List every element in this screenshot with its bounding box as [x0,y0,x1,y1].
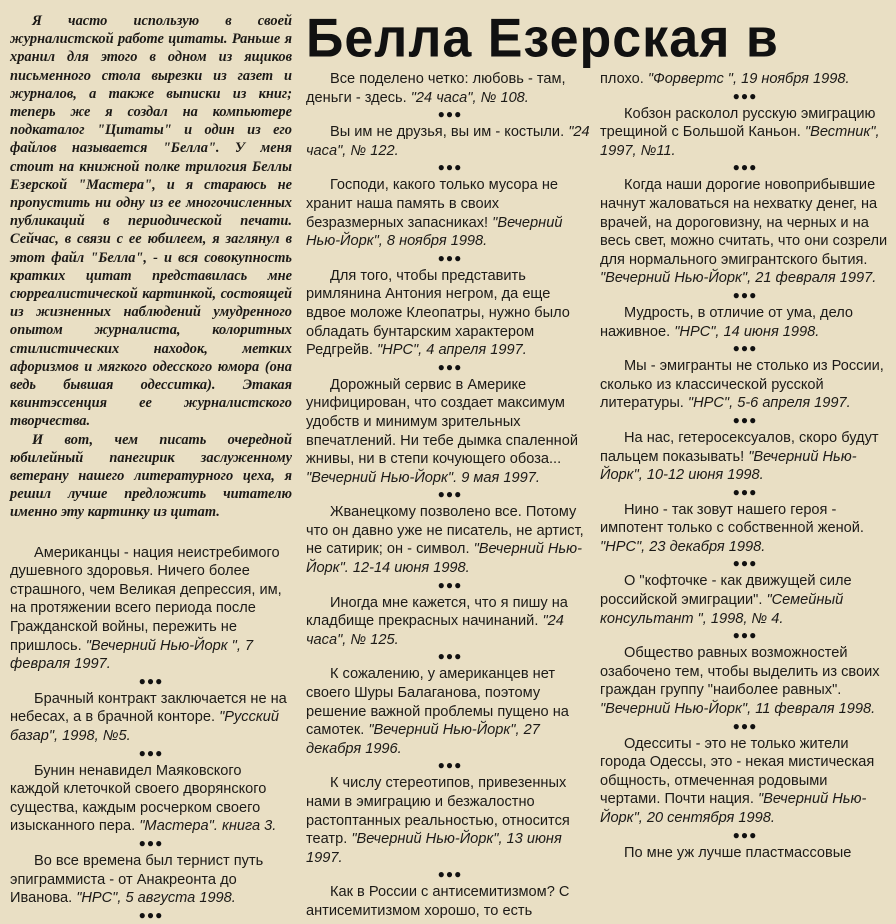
bullet-separator: ●●● [732,88,758,103]
quote-source: "24 часа", № 122. [306,124,590,159]
quote-item [600,357,890,413]
bullet-separator: ●●● [437,649,463,664]
quote-item [600,735,890,828]
quote-text: Во все времена был тернист путь эпиграммиста - от Анакреонта до Иванова. [10,853,264,907]
quote-source: "Русский базар", 1998, №5. [10,709,280,745]
quote-item [10,690,292,746]
quote-item [306,883,594,920]
bullet-separator: ●●● [732,412,758,427]
quote-source: "НРС", 14 июня 1998. [674,323,820,340]
quote-text: Иногда мне кажется, что я пишу на кладбище прекрасных начинаний. [306,594,568,630]
headline: Белла Езерская в [306,8,779,69]
bullet-separator: ●●● [138,907,164,922]
quote-source: "Вечерний Нью-Йорк". 12-14 июня 1998. [306,541,582,577]
quote-source: "Вечерний Нью-Йорк", 10-12 июня 1998. [600,448,857,484]
quote-text: Мы - эмигранты не столько из России, сколько из классической русской литературы. [600,358,884,412]
quote-source: "НРС", 23 декабря 1998. [600,538,766,555]
quote-source: "Вечерний Нью-Йорк", 20 сентября 1998. [600,791,867,826]
column-1 [10,0,292,924]
quote-item [600,644,890,718]
quote-item [306,376,594,488]
quote-text: Кобзон расколол русскую эмиграцию трещиной с Большой Каньон. [600,105,876,141]
bullet-separator: ●●● [732,827,758,842]
quote-item [306,123,594,160]
bullet-separator: ●●● [437,487,463,502]
quote-text: Американцы - нация неистребимого душевного здоровья. Ничего более страшного, чем Великая депрессия, им, на протяжении всего периода после Гражданской войны, пережить не пришлось. [10,544,282,654]
quote-text: Одесситы - это не только жители города Одессы, это - некая мистическая общность, отмеченная родовыми чертами. Почти нация. [600,735,875,808]
quote-item [600,304,890,341]
quote-item [306,503,594,577]
bullet-separator: ●●● [138,836,164,850]
quote-list [306,70,594,921]
quote-source: "Вечерний Нью-Йорк". 9 мая 1997. [306,469,540,486]
quote-item [600,844,890,863]
quote-text: Как в России с антисемитизмом? С антисемитизмом хорошо, то есть [306,884,570,919]
intro-paragraph: И вот, чем писать очередной юбилейный панегирик заслуженному ветерану нашего литературного цеха, я решил лучше предложить читателю именно эту картинку из цитат. [10,431,292,521]
quote-item [600,70,890,89]
bullet-separator: ●●● [437,250,463,265]
bullet-separator: ●●● [437,577,463,592]
bullet-separator: ●●● [437,160,463,175]
quote-text: Дорожный сервис в Америке унифицирован, что создает максимум удобств и минимум зрительных впечатлений. Ни тебе дымка спаленной жнивы, ни в степи кочующего обоза... [306,376,578,468]
quote-source: "Семейный консультант ", 1998, № 4. [600,592,844,627]
quote-text: По мне уж лучше пластмассовые [624,844,852,861]
quote-item [600,501,890,557]
quote-list [10,544,292,921]
quote-source: "24 часа", № 108. [410,89,529,106]
quote-text: На нас, гетеросексуалов, скоро будут пальцем показывать! [600,429,879,465]
quote-text: Нино - так зовут нашего героя - импотент только с собственной женой. [600,501,864,537]
bullet-separator: ●●● [437,758,463,773]
quote-source: "Вечерний Нью-Йорк", 11 февраля 1998. [600,701,876,718]
quote-source: "Вечерний Нью-Йорк", 13 июня 1997. [306,831,562,866]
bullet-separator: ●●● [138,673,164,688]
column-3 [600,70,890,862]
quote-text: Все поделено четко: любовь - там, деньги - здесь. [306,71,566,106]
quote-text: Общество равных возможностей озабочено тем, чтобы выделить из своих граждан группу "наиболее равных". [600,645,880,699]
quote-item [600,176,890,288]
quote-list [600,70,890,862]
quote-source: "НРС", 5 августа 1998. [76,890,236,907]
quote-text: Господи, какого только мусора не хранит наша память в своих безразмерных запасниках! [306,177,558,231]
quote-source: "Мастера". книга 3. [139,818,277,835]
quote-source: "Вечерний Нью-Йорк", 8 ноября 1998. [306,214,563,250]
quote-source: "НРС", 4 апреля 1997. [376,342,527,359]
quote-item [10,762,292,836]
bullet-separator: ●●● [732,484,758,499]
quote-item [306,594,594,650]
quote-item [306,70,594,107]
quote-item [10,852,292,908]
quote-text: О "кофточке - как движущей силе российской эмиграции". [600,573,852,609]
quote-text: Жванецкому позволено все. Потому что он давно уже не писатель, не артист, не сатирик; он - символ. [306,504,584,558]
quote-text: Брачный контракт заключается не на небесах, а в брачной конторе. [10,690,287,726]
quote-item [600,572,890,628]
quote-source: "НРС", 5-6 апреля 1997. [687,395,851,412]
quote-source: "Вечерний Нью-Йорк", 21 февраля 1997. [600,270,877,287]
quote-item [600,429,890,485]
bullet-separator: ●●● [732,556,758,571]
quote-item [10,544,292,674]
quote-item [306,774,594,867]
quote-text: Бунин ненавидел Маяковского каждой клеточкой своего дворянского существа, каждым росчерком своего изысканного пера. [10,762,267,835]
bullet-separator: ●●● [437,359,463,374]
quote-source: "Форвертс ", 19 ноября 1998. [647,71,850,87]
quote-source: "Вечерний Нью-Йорк ", 7 февраля 1997. [10,637,254,673]
bullet-separator: ●●● [732,628,758,643]
quote-text: К числу стереотипов, привезенных нами в эмиграцию и безжалостно растоптанных реальностью, относится театр. [306,775,570,848]
quote-item [600,105,890,161]
quote-item [306,176,594,250]
bullet-separator: ●●● [732,718,758,733]
quote-source: "Вестник", 1997, №11. [600,124,880,159]
bullet-separator: ●●● [437,867,463,882]
quote-text: Для того, чтобы представить римлянина Антония негром, да еще вдвое моложе Клеопатры, нужно было обладать бунтарским характером Редгрейв. [306,267,570,359]
quote-text: Когда наши дорогие новоприбывшие начнут жаловаться на нехватку денег, на врачей, на дороговизну, на черных и на весь свет, можно считать, что они созрели для нормального эмигрантского бытия. [600,177,888,268]
bullet-separator: ●●● [437,107,463,122]
quote-source: "24 часа", № 125. [306,613,564,648]
bullet-separator: ●●● [732,287,758,302]
bullet-separator: ●●● [732,341,758,356]
quote-text: Мудрость, в отличие от ума, дело наживное. [600,304,854,340]
intro-text [10,12,292,522]
quote-item [306,267,594,360]
bullet-separator: ●●● [732,160,758,175]
quote-text: плохо. [600,71,648,87]
quote-source: "Вечерний Нью-Йорк", 27 декабря 1996. [306,722,540,757]
intro-paragraph: Я часто использую в своей журналистской работе цитаты. Раньше я хранил для этого в одном из ящиков письменного стола вырезки из газет и журналов, а также выписки из книг; теперь же я создал на компьютере подкаталог "Цитаты" и один из его файлов называется "Белла". У меня стоит на книжной полке трилогия Беллы Езерской "Мастера", и я стараюсь не пропустить ни одну из ее многочисленных публикаций в периодической печати. Сейчас, в связи с ее юбилеем, я заглянул в этот файл "Белла", - и вся совокупность кратких цитат представилась мне сюрреалистической картинкой, состоящей из жизненных наблюдений умудренного опытом журналиста, колоритных стилистических находок, метких афоризмов и мягкого одесского юмора (она ведь бывшая одесситка). Этакая квинтэссенция ее журналистского творчества. [10,13,292,430]
quote-item [306,665,594,758]
bullet-separator: ●●● [138,745,164,760]
quote-text: К сожалению, у американцев нет своего Шуры Балаганова, поэтому решение важной проблемы пущено на самотек. [306,666,569,739]
column-2 [306,70,594,921]
quote-text: Вы им не друзья, вы им - костыли. [330,124,569,141]
